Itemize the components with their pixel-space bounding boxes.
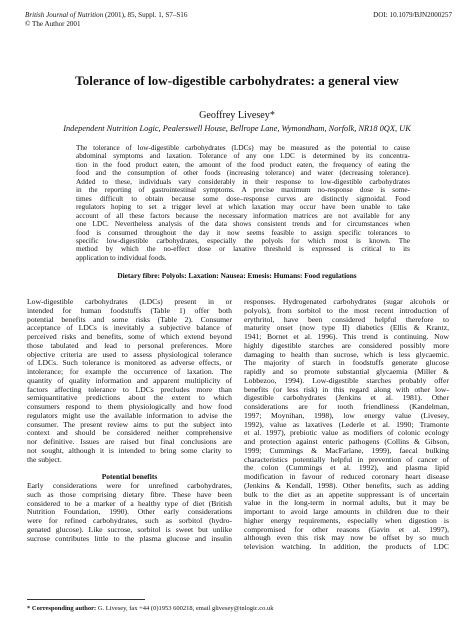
- body-text-line: the colon (Cummings et al. 1992), and plasma lipid: [244, 464, 449, 473]
- body-text-line: television watching. In addition, the products of LDC: [244, 543, 449, 551]
- body-text-line: such as those comprising dietary fibre. These have been: [27, 490, 232, 499]
- body-text-line: important to avoid large amounts in children due to their: [244, 508, 449, 516]
- section-heading: Potential benefits: [101, 472, 158, 482]
- body-text-line: value in the long-term in normal adults, but it may be: [244, 499, 449, 508]
- footnote: [27, 605, 274, 612]
- journal-citation: (2001), 85, Suppl. 1, S7–S16: [105, 11, 188, 19]
- body-text-line: not sought, although it is intended to bring some clarity to: [27, 446, 232, 455]
- abstract-line: regulators hoping to set a trigger level at which laxation may occur have been unable to take: [76, 203, 410, 212]
- body-text-line: sucrose contributes little to the plasma glucose and insulin: [27, 534, 232, 543]
- body-text-line: perceived risks and benefits, some of which extend beyond: [27, 333, 232, 341]
- body-text-line: acceptance of LDCs is inevitably a subjective balance of: [27, 324, 232, 333]
- body-text-line: although even this risk may now be offset by so much: [244, 534, 449, 543]
- body-text-line: the subject.: [27, 455, 62, 464]
- body-text-line: highly digestible starches are considered possibly more: [244, 341, 449, 350]
- body-text-line: those tabulated and lead to personal preferences. More: [27, 341, 232, 350]
- body-text-line: genated glucose). Like sucrose, sorbitol is sweet but unlike: [27, 525, 232, 534]
- doi[interactable]: DOI: 10.1079/BJN2000257: [373, 11, 452, 19]
- author-affiliation: Independent Nutrition Logic, Pealerswell House, Bellrope Lane, Wymondham, Norfolk, NR18 0QX, UK: [63, 124, 411, 133]
- abstract-line: food is consumed throughout the day it now seems feasible to assign specific tolerances to: [76, 228, 410, 237]
- body-text-line: responses. Hydrogenated carbohydrates (sugar alcohols or: [244, 298, 449, 306]
- body-text-line: potential benefits and some risks (Table 2). Consumer: [27, 315, 232, 324]
- body-text-line: context and should be considered neither comprehensive: [27, 429, 232, 438]
- abstract-line: The tolerance of low-digestible carbohydrates (LDCs) may be measured as the potential to cause: [76, 144, 410, 152]
- author-name: Geoffrey Livesey*: [199, 110, 275, 121]
- article-title: Tolerance of low-digestible carbohydrates: a general view: [75, 73, 399, 88]
- left-column: [27, 298, 232, 543]
- body-text-line: higher energy requirements, especially when digestion is: [244, 516, 449, 525]
- abstract: [76, 144, 410, 262]
- abstract-line: account of all these factors because the necessary information matrices are not available for any: [76, 211, 410, 220]
- journal-header: [25, 11, 452, 28]
- footnote-text: G. Livesey, fax +44 (0)1953 600218, email glivesey@inlogic.co.uk: [96, 605, 274, 612]
- copyright-notice: © The Author 2001: [25, 19, 81, 28]
- body-text-line: Low-digestible carbohydrates (LDCs) present in or: [27, 298, 232, 306]
- body-text-line: quantity of quality information and apparent multiplicity of: [27, 376, 232, 385]
- body-text-line: The majority of starch in foodstuffs generate glucose: [244, 359, 449, 368]
- body-text-line: polyols), from sorbitol to the most recent introduction of: [244, 306, 449, 315]
- body-text-line: considerations are for tooth friendliness (Kandelman,: [244, 403, 449, 411]
- body-text-line: 1992), value as laxatives (Lederle et al. 1990; Tramonte: [244, 420, 449, 429]
- body-text-line: 1999; Cummings & MacFarlane, 1999), faecal bulking: [244, 446, 449, 455]
- body-text-line: consumer. The present review aims to put the subject into: [27, 420, 232, 429]
- footnote-label: * Corresponding author:: [27, 605, 97, 612]
- body-text-line: regulators might use the available information to advise the: [27, 411, 232, 420]
- journal-name: British Journal of Nutrition: [25, 11, 104, 19]
- body-text-line: semiquantitative predictions about the extent to which: [27, 394, 232, 403]
- body-text-line: 1941; Bornet et al. 1996). This trend is continuing. Now: [244, 333, 449, 341]
- abstract-line: specific low-digestible carbohydrates, especially the polyols for which most is known. The: [76, 236, 410, 245]
- body-text-line: benefits (or less risk) in this regard along with other low-: [244, 385, 449, 394]
- abstract-line: method by which the no-effect dose or laxative threshold is expressed is critical to its: [76, 245, 410, 254]
- abstract-line: abdominal symptoms and laxation. Tolerance of any one LDC is determined by its concentra-: [76, 152, 410, 161]
- abstract-line: Added to these, individuals vary considerably in their response to low-digestible carbohydrates: [76, 177, 410, 186]
- body-text-line: objective criteria are used to assess physiological tolerance: [27, 350, 232, 359]
- body-text-line: considered to be a marker of a healthy type of diet (British: [27, 499, 232, 508]
- abstract-line: tion in the food product eaten, the amount of the food product eaten, the frequency of eating the: [76, 160, 410, 169]
- body-text-line: intended for human foodstuffs (Table 1) offer both: [27, 306, 232, 315]
- body-text-line: intolerance; for example the occurrence of laxation. The: [27, 368, 232, 376]
- body-text-line: modification in favour of reduced coronary heart disease: [244, 473, 449, 481]
- body-text-line: 1997; Moynihan, 1998), low energy value (Livesey,: [244, 411, 449, 420]
- body-text-line: factors affecting tolerance to LDCs precludes more than: [27, 385, 232, 394]
- body-text-line: Lobbezoo, 1994). Low-digestible starches probably offer: [244, 376, 449, 385]
- body-text-line: digestible carbohydrates (Jenkins et al. 1981). Other: [244, 394, 449, 403]
- body-text-line: maturity onset (now type II) diabetics (Ellis & Krantz,: [244, 324, 449, 333]
- body-text-line: were for refined carbohydrates, such as sorbitol (hydro-: [27, 517, 232, 525]
- body-text-line: compromised for other reasons (Gavin et al. 1997),: [244, 525, 449, 534]
- body-text-line: Early considerations were for unrefined carbohydrates,: [27, 482, 232, 490]
- footnote-divider: [27, 599, 145, 600]
- abstract-line: application to individual foods.: [76, 253, 167, 262]
- body-text-line: of LDCs. Such tolerance is monitored as adverse effects, or: [27, 359, 232, 368]
- body-text-line: nor definitive. Issues are raised but final conclusions are: [27, 438, 232, 446]
- abstract-line: one LDC. Nevertheless analysis of the data shows consistent trends and for circumstances when: [76, 220, 410, 229]
- keywords: Dietary fibre: Polyols: Laxation: Nausea: Emesis: Humans: Food regulations: [117, 271, 357, 280]
- body-text-line: and protection against enteric pathogens (Collins & Gibson,: [244, 438, 449, 446]
- body-text-line: consumers respond to them physiologically and how food: [27, 403, 232, 411]
- abstract-line: food and the consumption of other foods (increasing tolerance) and water (decreasing tolerance).: [76, 169, 410, 178]
- body-text-line: characteristics potentially helpful in prevention of cancer of: [244, 455, 449, 464]
- body-text-line: rapidly and so promote substantial glycaemia (Miller &: [244, 368, 449, 376]
- body-text-line: damaging to health than sucrose, which is less glycaemic.: [244, 350, 449, 359]
- right-column: [244, 298, 449, 552]
- body-text-line: Nutrition Foundation, 1990). Other early considerations: [27, 508, 232, 517]
- abstract-line: in the reporting of gastrointestinal symptoms. A precise maximum no-response dose is some-: [76, 186, 410, 195]
- body-text-line: (Jenkins & Kendall, 1998). Other benefits, such as adding: [244, 481, 449, 490]
- body-text-line: bulk to the diet as an appetite suppressant is of uncertain: [244, 490, 449, 499]
- body-text-line: erythritol, have been considered helpful therefore to: [244, 315, 449, 324]
- abstract-line: times difficult to obtain because some dose–response curves are distinctly sigmoidal. Food: [76, 194, 410, 203]
- body-text-line: et al. 1997), prebiotic value as modifiers of colonic ecology: [244, 429, 449, 438]
